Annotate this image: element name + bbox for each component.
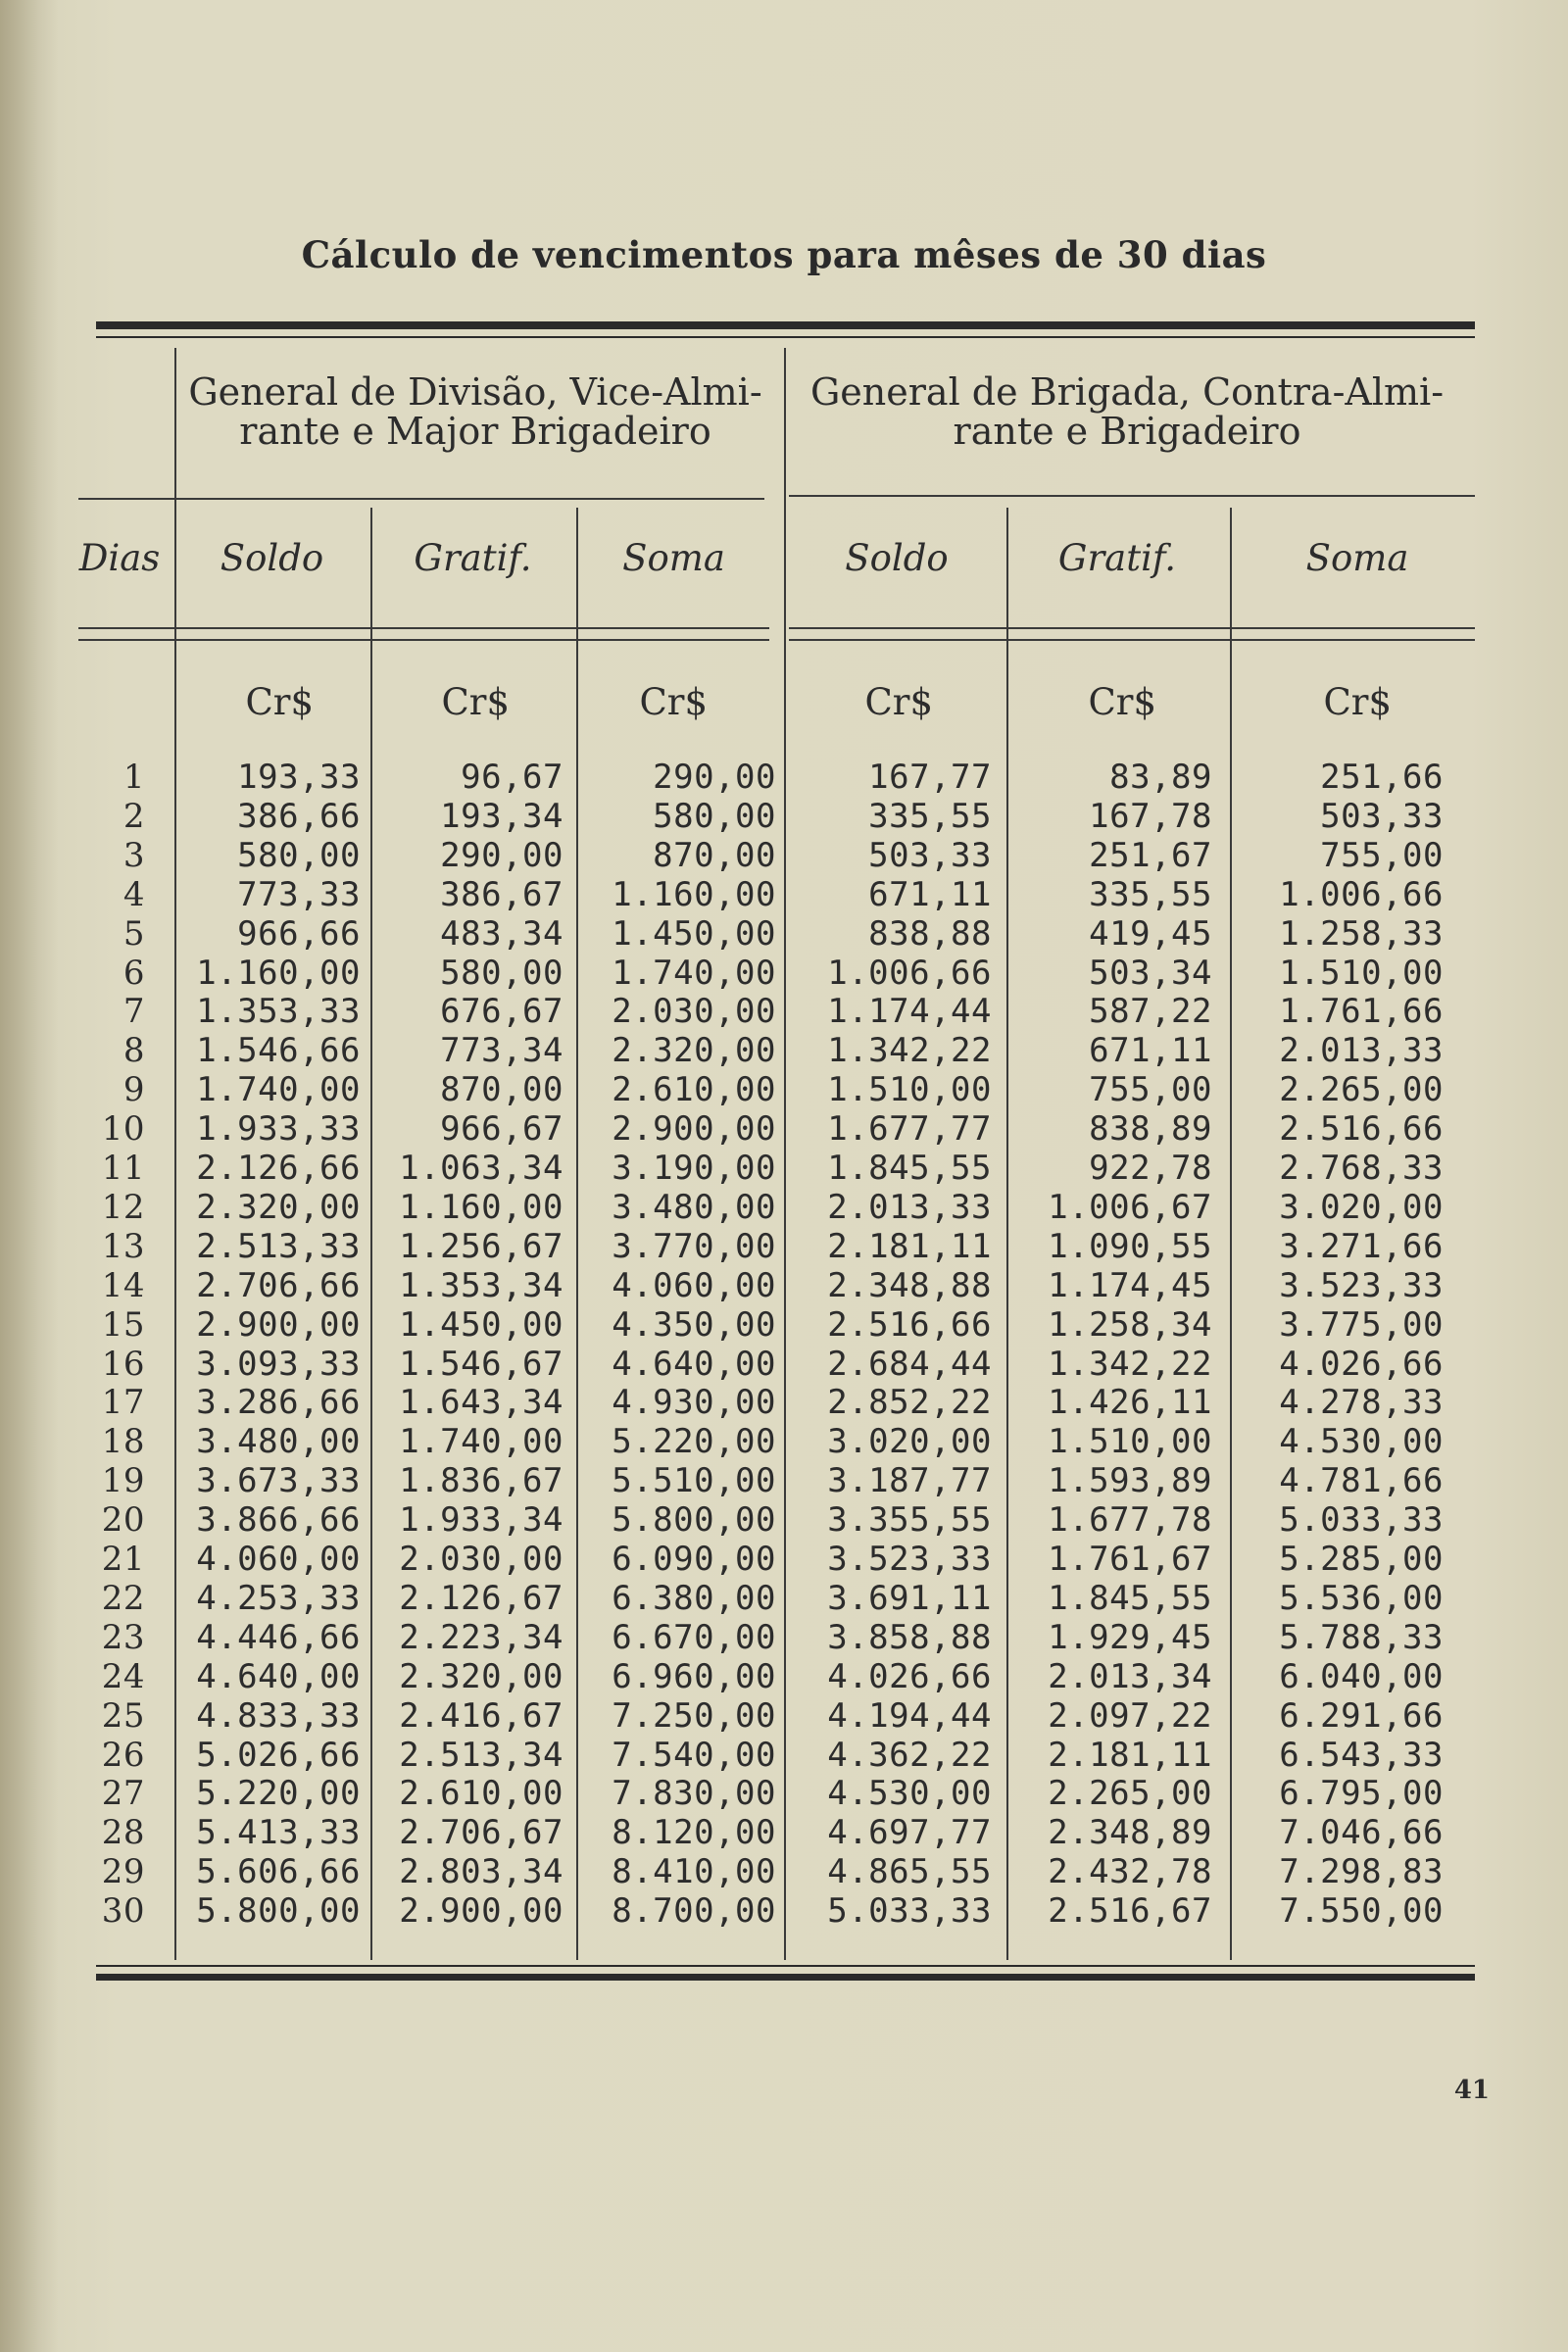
col-header-gratif-right: Gratif. [1057,537,1177,579]
row-soldo-left: 5.413,33 [196,1813,361,1853]
row-dia: 6 [122,953,145,993]
row-soma-right: 5.788,33 [1279,1617,1444,1657]
row-gratif-right: 671,11 [1089,1031,1212,1071]
row-soldo-left: 580,00 [237,835,361,875]
row-gratif-left: 1.353,34 [399,1265,564,1305]
unit-gratif-left: Cr$ [441,681,510,723]
row-dia: 26 [101,1735,145,1775]
row-gratif-right: 1.929,45 [1048,1617,1212,1657]
row-soma-right: 4.781,66 [1279,1461,1444,1501]
row-soldo-left: 773,33 [237,874,361,914]
row-dia: 14 [101,1265,145,1305]
row-gratif-left: 1.256,67 [399,1226,564,1266]
row-gratif-left: 483,34 [440,913,564,954]
row-gratif-left: 2.513,34 [399,1735,564,1775]
row-soma-left: 8.410,00 [612,1852,776,1892]
row-soma-left: 2.030,00 [612,992,776,1032]
row-gratif-right: 83,89 [1109,758,1212,797]
row-soldo-left: 5.800,00 [196,1891,361,1932]
row-soma-right: 503,33 [1320,796,1444,836]
row-dia: 4 [122,874,145,914]
row-soma-right: 3.523,33 [1279,1265,1444,1305]
row-dia: 21 [101,1540,145,1579]
row-soma-right: 1.510,00 [1279,953,1444,993]
row-dia: 12 [101,1187,145,1227]
row-soldo-left: 2.706,66 [196,1265,361,1305]
row-soldo-left: 4.640,00 [196,1656,361,1696]
row-dia: 3 [122,835,145,875]
row-soldo-left: 5.026,66 [196,1735,361,1775]
row-soldo-right: 5.033,33 [827,1891,992,1932]
row-soma-left: 3.480,00 [612,1187,776,1227]
row-gratif-right: 335,55 [1089,874,1212,914]
row-gratif-left: 1.546,67 [399,1344,564,1384]
row-soldo-right: 503,33 [868,835,992,875]
row-soma-right: 2.265,00 [1279,1070,1444,1110]
page-number: 41 [1453,2076,1490,2105]
row-soldo-right: 2.684,44 [827,1344,992,1384]
row-soma-left: 6.380,00 [612,1578,776,1618]
row-soldo-right: 4.194,44 [827,1695,992,1736]
row-gratif-right: 2.516,67 [1048,1891,1212,1932]
row-dia: 2 [122,796,145,836]
group-header-left-line1: General de Divisão, Vice-Almi- [188,370,762,414]
row-soldo-left: 3.480,00 [196,1422,361,1462]
row-dia: 30 [101,1891,145,1932]
row-soma-left: 6.670,00 [612,1617,776,1657]
row-soma-right: 3.020,00 [1279,1187,1444,1227]
row-dia: 7 [122,992,145,1032]
row-gratif-left: 2.706,67 [399,1813,564,1853]
row-soma-right: 1.258,33 [1279,913,1444,954]
row-soma-right: 7.298,83 [1279,1852,1444,1892]
row-dia: 19 [101,1461,145,1501]
row-dia: 16 [101,1344,145,1384]
unit-soma-right: Cr$ [1323,681,1392,723]
row-gratif-right: 1.677,78 [1048,1500,1212,1541]
row-soma-right: 4.530,00 [1279,1422,1444,1462]
row-soldo-left: 3.673,33 [196,1461,361,1501]
row-soldo-right: 167,77 [868,758,992,797]
row-gratif-left: 773,34 [440,1031,564,1071]
row-soldo-left: 1.740,00 [196,1070,361,1110]
col-header-rule-left-2 [78,639,769,641]
col-header-rule-left-1 [78,627,769,629]
row-soldo-left: 4.253,33 [196,1578,361,1618]
row-gratif-right: 419,45 [1089,913,1212,954]
row-soldo-right: 2.181,11 [827,1226,992,1266]
row-dia: 28 [101,1813,145,1853]
row-dia: 18 [101,1422,145,1462]
row-soldo-right: 2.516,66 [827,1304,992,1345]
group-header-left-line2: rante e Major Brigadeiro [239,410,711,453]
row-gratif-left: 2.126,67 [399,1578,564,1618]
row-soma-right: 4.278,33 [1279,1383,1444,1423]
row-gratif-left: 1.643,34 [399,1383,564,1423]
row-soma-right: 7.046,66 [1279,1813,1444,1853]
row-soldo-right: 838,88 [868,913,992,954]
row-dia: 27 [101,1774,145,1814]
group-header-rule-right [789,495,1475,497]
row-soma-left: 870,00 [653,835,776,875]
row-soldo-left: 4.833,33 [196,1695,361,1736]
row-soldo-right: 2.348,88 [827,1265,992,1305]
row-gratif-left: 2.803,34 [399,1852,564,1892]
col-header-soldo-right: Soldo [845,537,949,579]
row-soldo-right: 3.355,55 [827,1500,992,1541]
vline-gratif-right [1230,508,1232,1960]
row-soma-left: 2.320,00 [612,1031,776,1071]
row-soldo-right: 3.187,77 [827,1461,992,1501]
spine-shadow [0,0,59,2352]
row-gratif-left: 2.416,67 [399,1695,564,1736]
row-soldo-right: 2.013,33 [827,1187,992,1227]
row-soldo-left: 4.446,66 [196,1617,361,1657]
col-header-soma-left: Soma [622,537,725,579]
row-gratif-left: 1.740,00 [399,1422,564,1462]
row-soldo-left: 1.546,66 [196,1031,361,1071]
row-dia: 10 [101,1109,145,1150]
row-dia: 1 [122,758,145,797]
row-soma-left: 290,00 [653,758,776,797]
row-gratif-right: 755,00 [1089,1070,1212,1110]
row-soldo-right: 1.677,77 [827,1109,992,1150]
row-soldo-right: 1.342,22 [827,1031,992,1071]
row-soldo-left: 2.513,33 [196,1226,361,1266]
row-gratif-left: 1.450,00 [399,1304,564,1345]
row-gratif-left: 2.030,00 [399,1540,564,1579]
col-header-soma-right: Soma [1305,537,1409,579]
row-gratif-right: 1.845,55 [1048,1578,1212,1618]
row-soma-left: 4.350,00 [612,1304,776,1345]
row-soldo-right: 3.523,33 [827,1540,992,1579]
row-soma-left: 1.450,00 [612,913,776,954]
row-soldo-right: 3.691,11 [827,1578,992,1618]
bottom-thick-rule [96,1974,1475,1981]
row-gratif-left: 96,67 [461,758,564,797]
row-gratif-right: 2.265,00 [1048,1774,1212,1814]
row-soldo-left: 966,66 [237,913,361,954]
row-gratif-left: 870,00 [440,1070,564,1110]
row-gratif-right: 2.348,89 [1048,1813,1212,1853]
row-soma-right: 4.026,66 [1279,1344,1444,1384]
bottom-thin-rule [96,1965,1475,1967]
row-soma-left: 580,00 [653,796,776,836]
row-soma-right: 755,00 [1320,835,1444,875]
row-gratif-right: 1.258,34 [1048,1304,1212,1345]
row-soma-right: 5.033,33 [1279,1500,1444,1541]
row-soldo-right: 4.530,00 [827,1774,992,1814]
row-soma-left: 4.060,00 [612,1265,776,1305]
row-soldo-right: 3.858,88 [827,1617,992,1657]
row-gratif-left: 580,00 [440,953,564,993]
row-soldo-left: 3.093,33 [196,1344,361,1384]
row-soldo-right: 1.845,55 [827,1149,992,1188]
row-soldo-right: 1.510,00 [827,1070,992,1110]
row-dia: 20 [101,1500,145,1541]
group-header-left [176,372,774,451]
row-soldo-left: 2.126,66 [196,1149,361,1188]
group-header-right-line1: General de Brigada, Contra-Almi- [809,370,1445,414]
col-header-rule-right-1 [789,627,1475,629]
row-gratif-right: 1.006,67 [1048,1187,1212,1227]
row-soma-left: 5.800,00 [612,1500,776,1541]
row-gratif-right: 838,89 [1089,1109,1212,1150]
row-dia: 23 [101,1617,145,1657]
row-gratif-left: 966,67 [440,1109,564,1150]
row-soma-right: 1.761,66 [1279,992,1444,1032]
row-dia: 15 [101,1304,145,1345]
row-soldo-right: 1.174,44 [827,992,992,1032]
row-soma-left: 8.700,00 [612,1891,776,1932]
row-soldo-left: 4.060,00 [196,1540,361,1579]
row-dia: 13 [101,1226,145,1266]
row-gratif-left: 193,34 [440,796,564,836]
row-gratif-right: 2.432,78 [1048,1852,1212,1892]
row-soma-left: 6.090,00 [612,1540,776,1579]
row-soldo-left: 2.320,00 [196,1187,361,1227]
col-header-dias: Dias [78,537,161,579]
row-soma-right: 2.768,33 [1279,1149,1444,1188]
row-soldo-left: 5.220,00 [196,1774,361,1814]
row-soma-right: 6.795,00 [1279,1774,1444,1814]
row-soma-left: 7.250,00 [612,1695,776,1736]
row-soldo-left: 5.606,66 [196,1852,361,1892]
row-gratif-right: 1.342,22 [1048,1344,1212,1384]
group-header-rule-left [78,498,764,500]
row-gratif-right: 2.013,34 [1048,1656,1212,1696]
row-gratif-right: 1.174,45 [1048,1265,1212,1305]
row-soma-left: 2.610,00 [612,1070,776,1110]
row-gratif-right: 922,78 [1089,1149,1212,1188]
row-gratif-right: 1.761,67 [1048,1540,1212,1579]
row-soldo-right: 1.006,66 [827,953,992,993]
row-soldo-right: 4.026,66 [827,1656,992,1696]
row-gratif-right: 1.426,11 [1048,1383,1212,1423]
row-soma-right: 6.040,00 [1279,1656,1444,1696]
row-gratif-left: 1.160,00 [399,1187,564,1227]
row-soldo-left: 1.353,33 [196,992,361,1032]
unit-soma-left: Cr$ [639,681,708,723]
row-gratif-left: 290,00 [440,835,564,875]
row-soma-right: 1.006,66 [1279,874,1444,914]
row-soma-left: 5.510,00 [612,1461,776,1501]
row-soldo-left: 1.933,33 [196,1109,361,1150]
col-header-gratif-left: Gratif. [414,537,532,579]
row-soldo-left: 3.866,66 [196,1500,361,1541]
unit-gratif-right: Cr$ [1088,681,1156,723]
row-gratif-left: 1.933,34 [399,1500,564,1541]
row-soma-right: 6.543,33 [1279,1735,1444,1775]
row-gratif-left: 2.320,00 [399,1656,564,1696]
row-soldo-right: 4.362,22 [827,1735,992,1775]
row-gratif-left: 2.223,34 [399,1617,564,1657]
row-gratif-right: 251,67 [1089,835,1212,875]
row-gratif-left: 386,67 [440,874,564,914]
row-soma-right: 3.775,00 [1279,1304,1444,1345]
row-dia: 5 [122,913,145,954]
row-dia: 11 [101,1149,145,1188]
row-gratif-right: 2.181,11 [1048,1735,1212,1775]
row-gratif-right: 1.593,89 [1048,1461,1212,1501]
row-gratif-right: 503,34 [1089,953,1212,993]
row-soma-left: 1.740,00 [612,953,776,993]
row-soma-left: 4.930,00 [612,1383,776,1423]
row-dia: 8 [122,1031,145,1071]
row-soma-right: 251,66 [1320,758,1444,797]
top-thick-rule [96,321,1475,329]
row-soldo-right: 3.020,00 [827,1422,992,1462]
row-soldo-left: 193,33 [237,758,361,797]
row-soma-left: 5.220,00 [612,1422,776,1462]
row-soma-left: 6.960,00 [612,1656,776,1696]
row-soldo-right: 335,55 [868,796,992,836]
unit-soldo-left: Cr$ [245,681,314,723]
top-thin-rule [96,336,1475,338]
row-soma-right: 2.516,66 [1279,1109,1444,1150]
row-gratif-right: 2.097,22 [1048,1695,1212,1736]
row-soma-left: 8.120,00 [612,1813,776,1853]
row-gratif-right: 587,22 [1089,992,1212,1032]
row-dia: 9 [122,1070,145,1110]
row-gratif-right: 1.090,55 [1048,1226,1212,1266]
col-header-rule-right-2 [789,639,1475,641]
row-soma-left: 3.770,00 [612,1226,776,1266]
row-dia: 25 [101,1695,145,1736]
row-soma-right: 5.536,00 [1279,1578,1444,1618]
row-gratif-right: 1.510,00 [1048,1422,1212,1462]
row-soma-right: 3.271,66 [1279,1226,1444,1266]
row-soma-left: 3.190,00 [612,1149,776,1188]
col-header-soldo-left: Soldo [220,537,324,579]
row-soma-right: 6.291,66 [1279,1695,1444,1736]
row-soldo-left: 1.160,00 [196,953,361,993]
row-soma-left: 4.640,00 [612,1344,776,1384]
row-soma-left: 2.900,00 [612,1109,776,1150]
row-dia: 29 [101,1852,145,1892]
unit-soldo-right: Cr$ [864,681,933,723]
row-gratif-left: 2.900,00 [399,1891,564,1932]
row-soldo-right: 4.865,55 [827,1852,992,1892]
row-gratif-left: 1.063,34 [399,1149,564,1188]
row-soldo-right: 2.852,22 [827,1383,992,1423]
group-header-right-line2: rante e Brigadeiro [953,410,1301,453]
row-dia: 22 [101,1578,145,1618]
row-soma-right: 7.550,00 [1279,1891,1444,1932]
row-soldo-right: 671,11 [868,874,992,914]
row-soldo-left: 2.900,00 [196,1304,361,1345]
row-gratif-left: 676,67 [440,992,564,1032]
vline-gratif-left [576,508,578,1960]
row-gratif-right: 167,78 [1089,796,1212,836]
group-header-right [794,372,1460,451]
row-gratif-left: 2.610,00 [399,1774,564,1814]
page-title: Cálculo de vencimentos para mêses de 30 dias [301,233,1267,276]
row-gratif-left: 1.836,67 [399,1461,564,1501]
row-soma-right: 2.013,33 [1279,1031,1444,1071]
row-dia: 17 [101,1383,145,1423]
row-soldo-right: 4.697,77 [827,1813,992,1853]
row-soldo-left: 386,66 [237,796,361,836]
row-soma-left: 7.540,00 [612,1735,776,1775]
row-soma-left: 1.160,00 [612,874,776,914]
row-dia: 24 [101,1656,145,1696]
row-soma-left: 7.830,00 [612,1774,776,1814]
row-soldo-left: 3.286,66 [196,1383,361,1423]
row-soma-right: 5.285,00 [1279,1540,1444,1579]
